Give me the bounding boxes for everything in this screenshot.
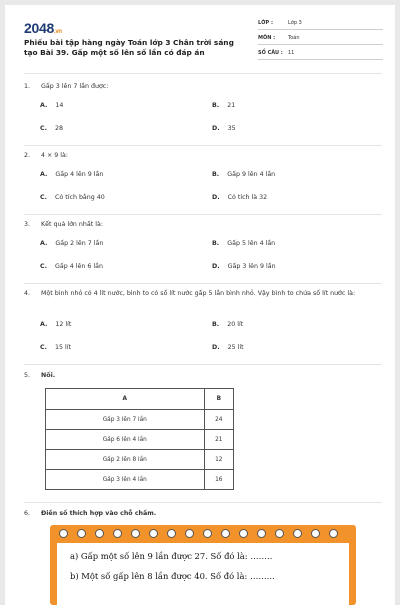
ring-icon (275, 529, 284, 538)
q2-option-b[interactable]: B. Gấp 9 lên 4 lần (212, 171, 276, 178)
ring-icon (185, 529, 194, 538)
question-divider (24, 502, 382, 503)
table-row (46, 430, 234, 450)
table-row (46, 470, 234, 490)
q1-option-d[interactable]: D. 35 (212, 125, 236, 132)
site-logo[interactable]: 2048.vn (24, 20, 62, 36)
q1-option-b[interactable]: B. 21 (212, 102, 236, 109)
ring-icon (149, 529, 158, 538)
question-divider (24, 283, 382, 284)
ring-icon (293, 529, 302, 538)
table-cell: Gấp 3 lên 4 lần (46, 470, 205, 490)
worksheet-title: Phiếu bài tập hàng ngày Toán lớp 3 Chân trời sáng tạo Bài 39. Gấp một số lên số lần có đáp án (24, 38, 234, 57)
q3-option-b[interactable]: B. Gấp 5 lên 4 lần (212, 240, 276, 247)
meta-class: LỚP : Lớp 3 (258, 19, 383, 30)
q4-option-a[interactable]: A. 12 lít (40, 321, 72, 328)
ring-icon (257, 529, 266, 538)
table-cell: 12 (204, 450, 233, 470)
table-cell: 21 (204, 430, 233, 450)
ring-icon (77, 529, 86, 538)
ring-icon (131, 529, 140, 538)
q4-option-c[interactable]: C. 15 lít (40, 344, 71, 351)
table-cell: 24 (204, 410, 233, 430)
q1-option-c[interactable]: C. 28 (40, 125, 64, 132)
notebook-rings (50, 529, 356, 541)
q3-option-a[interactable]: A. Gấp 2 lên 7 lần (40, 240, 104, 247)
q3-option-c[interactable]: C. Gấp 4 lên 6 lần (40, 263, 103, 270)
ring-icon (59, 529, 68, 538)
q2-option-c[interactable]: C. Có tích bằng 40 (40, 194, 105, 201)
q1-option-a[interactable]: A. 14 (40, 102, 64, 109)
q4-option-d[interactable]: D. 25 lít (212, 344, 244, 351)
column-header: A (46, 389, 205, 410)
column-header: B (204, 389, 233, 410)
header-divider (24, 73, 382, 74)
question-divider (24, 364, 382, 365)
question-divider (24, 214, 382, 215)
ring-icon (311, 529, 320, 538)
ring-icon (329, 529, 338, 538)
q4-option-b[interactable]: B. 20 lít (212, 321, 244, 328)
q3-option-d[interactable]: D. Gấp 3 lên 9 lần (212, 263, 276, 270)
fill-in-line-b: b) Một số gấp lên 8 lần được 40. Số đó là: ……... (70, 571, 275, 581)
fill-in-line-a: a) Gấp một số lên 9 lần được 27. Số đó là: …….. (70, 551, 273, 561)
table-header-row (46, 389, 234, 410)
notebook-illustration (50, 525, 356, 605)
ring-icon (221, 529, 230, 538)
question-divider (24, 145, 382, 146)
q2-option-d[interactable]: D. Có tích là 32 (212, 194, 268, 201)
ring-icon (95, 529, 104, 538)
ring-icon (239, 529, 248, 538)
ring-icon (203, 529, 212, 538)
table-row (46, 450, 234, 470)
table-cell: 16 (204, 470, 233, 490)
ring-icon (113, 529, 122, 538)
q2-option-a[interactable]: A. Gấp 4 lên 9 lần (40, 171, 104, 178)
meta-question-count: SỐ CÂU : 11 (258, 49, 383, 60)
worksheet-page: 2048.vn Phiếu bài tập hàng ngày Toán lớp 3 Chân trời sáng tạo Bài 39. Gấp một số lên số lần có đáp án LỚP : Lớp 3 MÔN : Toán SỐ CÂU : 11 1. Gấp 3 lên 7 lần được: A. 14 B. 21 C. 28 D. 35 2. 4 × 9 là: A. Gấp 4 lên 9 lần B. Gấp 9 lên 4 lần C. Có tích bằng 40 D. Có tích là 32 3. Kết quả lớn nhất là: A. Gấp 2 lên 7 lần B. Gấp 5 lên 4 lần C. Gấp 4 lên 6 lần D. Gấp 3 lên 9 lần 4. Một bình nhỏ có 4 lít nước, bình to có số lít nước gấp 5 lần bình nhỏ. Vậy bình to chứa số lít nước là: A. 12 lít B. 20 lít C. 15 lít D. 25 lít 5. Nối. A B Gấp 3 lên 7 lần 24 Gấp 6 lên 4 lần 21 Gấp 2 lên 8 lần 12 Gấp 3 lên 4 lần 16 6. Điền số thích hợp vào chỗ chấm. a) Gấp một số lên 9 lần được 27. Số đó là: …….. b) Một số gấp lên 8 lần được 40. Số đó là: ……... (5, 5, 395, 605)
matching-table (45, 388, 234, 490)
table-cell: Gấp 2 lên 8 lần (46, 450, 205, 470)
table-row (46, 410, 234, 430)
notebook-sheet (57, 543, 349, 605)
table-cell: Gấp 6 lên 4 lần (46, 430, 205, 450)
table-cell: Gấp 3 lên 7 lần (46, 410, 205, 430)
meta-subject: MÔN : Toán (258, 34, 383, 45)
ring-icon (167, 529, 176, 538)
